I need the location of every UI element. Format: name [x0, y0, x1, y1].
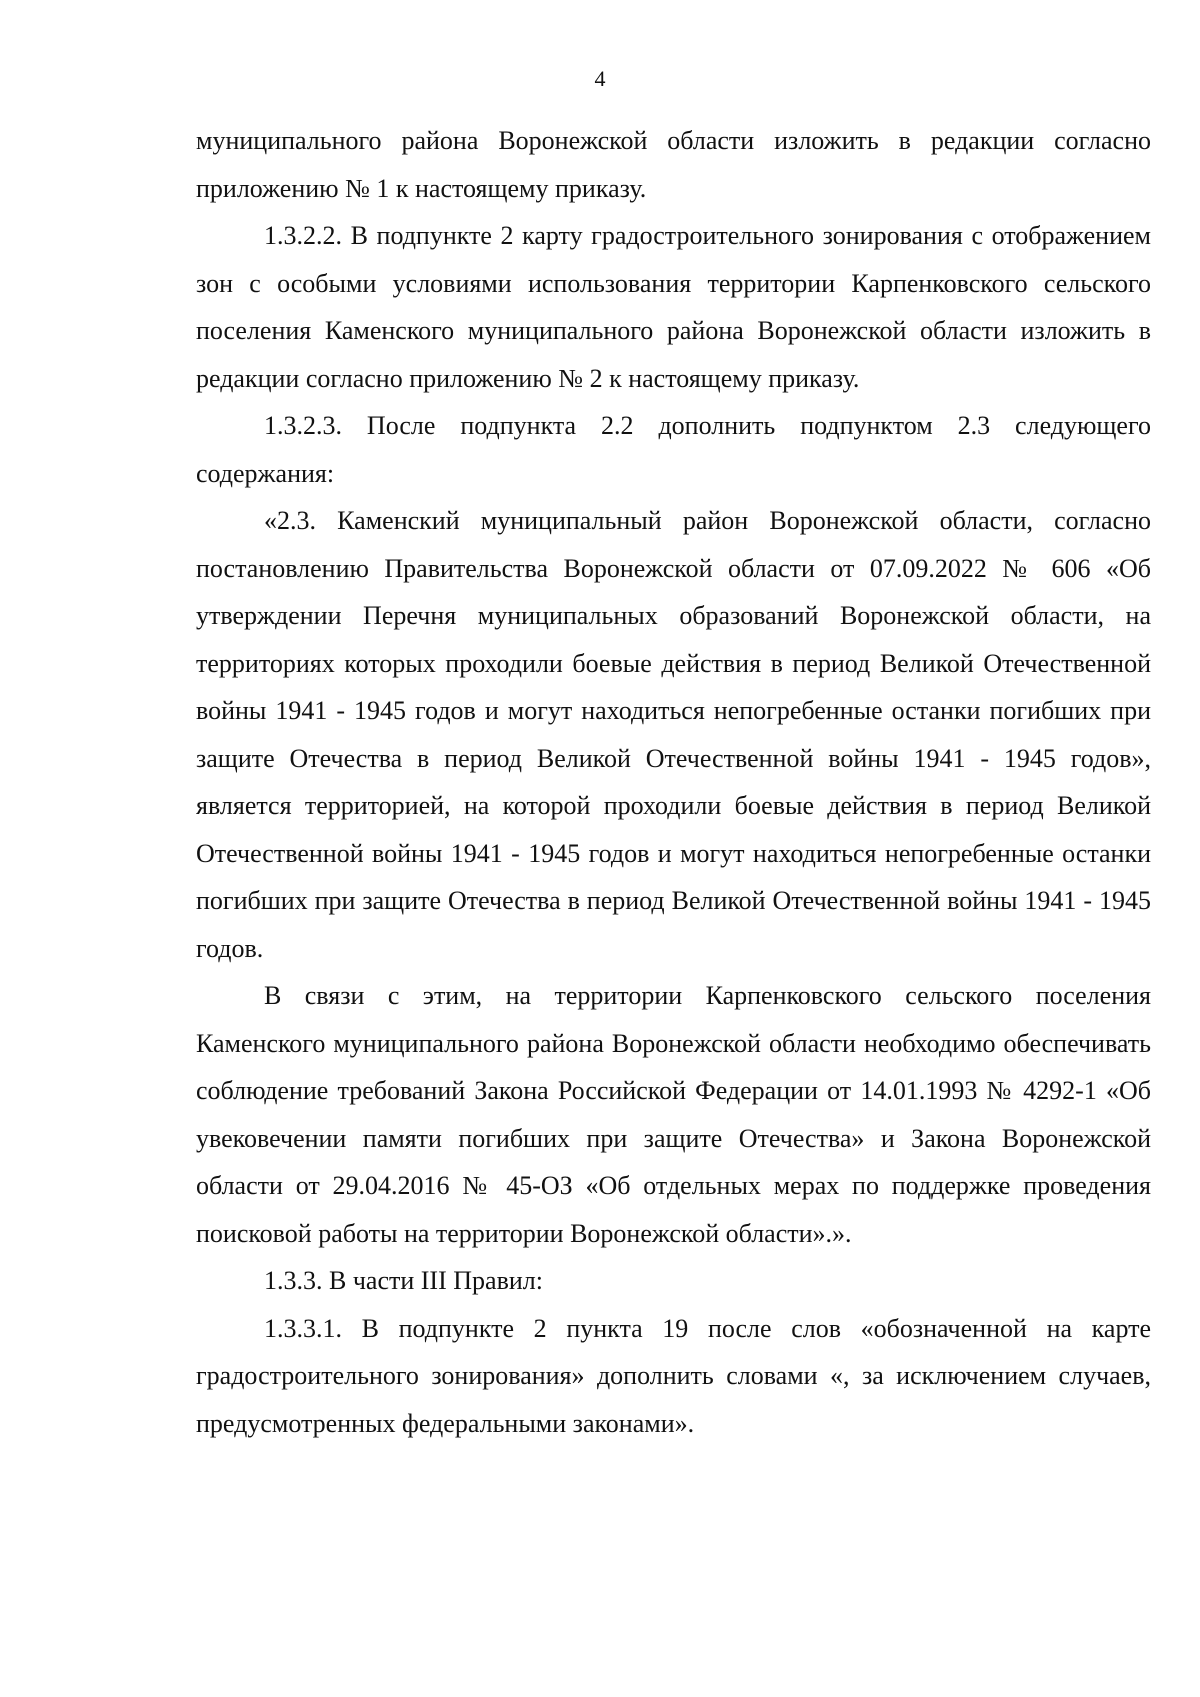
paragraph-1-3-2-2: 1.3.2.2. В подпункте 2 карту градостроительного зонирования с отображением зон с особыми условиями использования территории Карпенковского сельского поселения Каменского муниципального района Воронежской области изложить в редакции согласно приложению № 2 к настоящему приказу.: [196, 221, 1151, 393]
paragraph-1-3-3-1: 1.3.3.1. В подпункте 2 пункта 19 после слов «обозначенной на карте градостроительного зонирования» дополнить словами «, за исключением случаев, предусмотренных федеральными законами».: [196, 1313, 1151, 1438]
paragraph-1-3-3: 1.3.3. В части III Правил:: [264, 1266, 543, 1295]
paragraph-2-3-quote: «2.3. Каменский муниципальный район Воронежской области, согласно постановлению Правительства Воронежской области от 07.09.2022 № 606 «Об утверждении Перечня муниципальных образований Воронежской области, на территориях которых проходили боевые действия в период Великой Отечественной войны 1941 - 1945 годов и могут находиться непогребенные останки погибших при защите Отечества в период Великой Отечественной войны 1941 - 1945 годов», является территорией, на которой проходили боевые действия в период Великой Отечественной войны 1941 - 1945 годов и могут находиться непогребенные останки погибших при защите Отечества в период Великой Отечественной войны 1941 - 1945 годов.: [196, 506, 1151, 963]
document-body: [196, 117, 1151, 1447]
paragraph-in-connection: В связи с этим, на территории Карпенковского сельского поселения Каменского муниципального района Воронежской области необходимо обеспечивать соблюдение требований Закона Российской Федерации от 14.01.1993 № 4292-1 «Об увековечении памяти погибших при защите Отечества» и Закона Воронежской области от 29.04.2016 № 45-ОЗ «Об отдельных мерах по поддержке проведения поисковой работы на территории Воронежской области».».: [196, 981, 1151, 1248]
paragraph-continuation: муниципального района Воронежской области изложить в редакции согласно приложению № 1 к настоящему приказу.: [196, 126, 1151, 203]
paragraph-1-3-2-3: 1.3.2.3. После подпункта 2.2 дополнить подпунктом 2.3 следующего содержания:: [196, 411, 1151, 488]
page-number: 4: [594, 66, 606, 91]
